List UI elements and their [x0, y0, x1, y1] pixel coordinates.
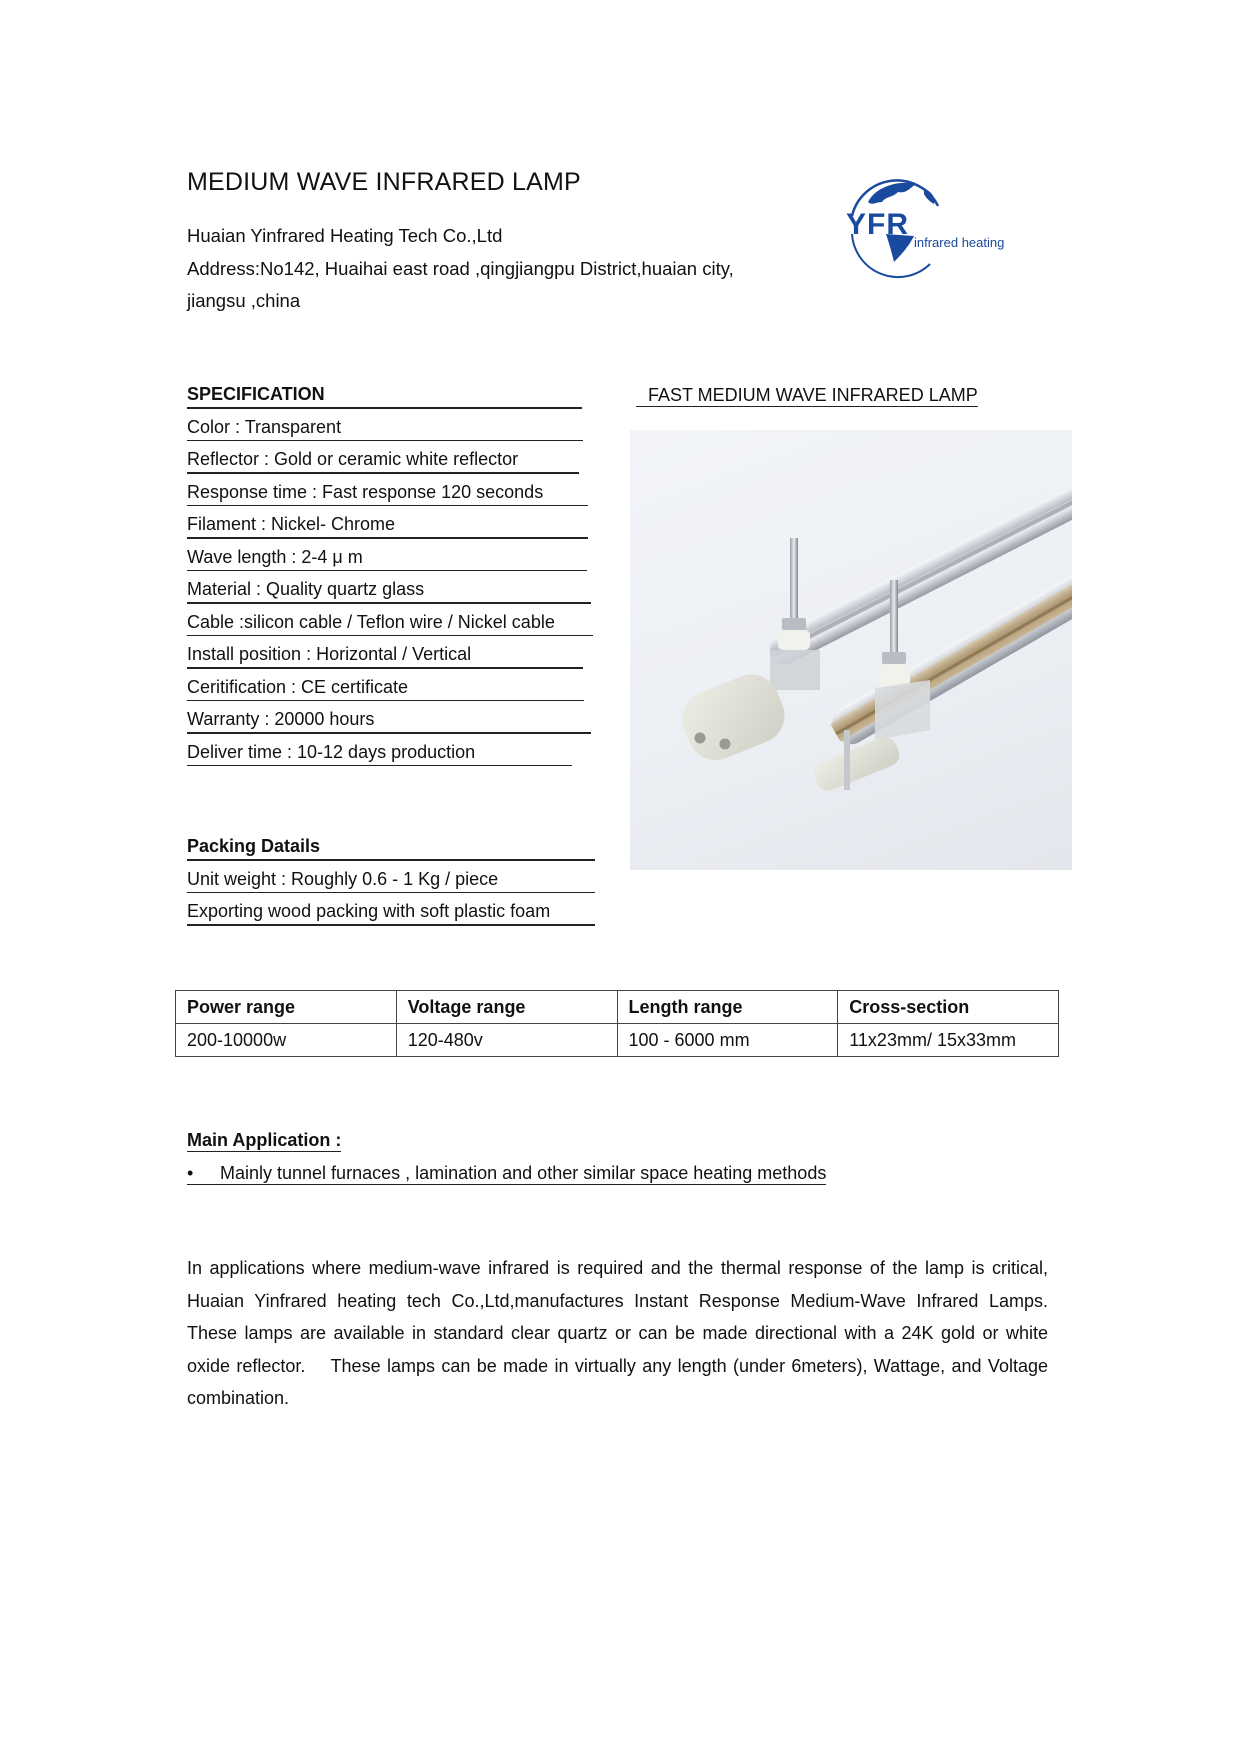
application-item-text: Mainly tunnel furnaces , lamination and other similar space heating methods: [220, 1163, 827, 1183]
infrared-lamp-image-icon: [630, 430, 1072, 870]
underline: [187, 667, 583, 669]
product-image-caption-text: FAST MEDIUM WAVE INFRARED LAMP: [648, 385, 978, 405]
svg-text:YFR: YFR: [846, 208, 909, 241]
company-address-line2: jiangsu ,china: [187, 290, 301, 311]
spec-item-material: [187, 574, 597, 607]
underline: [636, 406, 978, 408]
spec-item-text: Ceritification : CE certificate: [187, 676, 409, 697]
company-address-line1: Address:No142, Huaihai east road ,qingjiangpu District,huaian city,: [187, 257, 734, 279]
packing-item-wood-packing: [187, 896, 597, 929]
spec-item-text: Install position : Horizontal / Vertical: [187, 644, 472, 664]
spec-item-text: Deliver time : 10-12 days production: [187, 741, 476, 762]
underline: [187, 440, 583, 442]
cell-power-range: 200-10000w: [176, 1024, 397, 1057]
product-image-caption: [636, 380, 978, 410]
packing-item-weight: [187, 864, 597, 897]
spec-item-text: Filament : Nickel- Chrome: [187, 514, 396, 534]
cell-cross-section: 11x23mm/ 15x33mm: [838, 1024, 1059, 1057]
application-item: [187, 1158, 826, 1188]
spec-item-filament: [187, 509, 597, 542]
table-row: [176, 1024, 1059, 1057]
svg-text:infrared heating: infrared heating: [914, 235, 1005, 250]
underline: [187, 924, 595, 926]
spec-item-text: Material : Quality quartz glass: [187, 579, 425, 599]
company-name: Huaian Yinfrared Heating Tech Co.,Ltd: [187, 225, 503, 246]
underline: [187, 765, 572, 767]
underline: [187, 505, 588, 507]
range-table-header-row: [176, 991, 1059, 1024]
packing-item-text: Exporting wood packing with soft plastic foam: [187, 901, 551, 921]
header-cross-section: Cross-section: [838, 991, 1059, 1024]
packing-heading: [187, 831, 597, 864]
spec-item-response-time: [187, 477, 597, 510]
description-paragraph: In applications where medium-wave infrared is required and the thermal response of the lamp is critical, Huaian Yinfrared heating tech Co.,Ltd,manufactures Instant Response Medium-Wave Infrared Lamps. These lamps are available in standard clear quartz or can be made directional with a 24K gold or white oxide reflector. These lamps can be made in virtually any length (under 6meters), Wattage, and Voltage combination.: [187, 1258, 1048, 1408]
header-power-range: Power range: [176, 991, 397, 1024]
cell-length-range: 100 - 6000 mm: [617, 1024, 838, 1057]
cell-voltage-range: 120-480v: [396, 1024, 617, 1057]
underline: [187, 859, 595, 861]
main-application-heading-text: Main Application :: [187, 1130, 342, 1150]
spec-item-certification: [187, 672, 597, 705]
spec-item-text: Response time : Fast response 120 seconds: [187, 481, 544, 502]
spec-item-deliver-time: [187, 737, 597, 770]
spec-item-text: Reflector : Gold or ceramic white reflector: [187, 449, 519, 469]
spec-item-text: Warranty : 20000 hours: [187, 709, 375, 729]
spec-item-reflector: [187, 444, 597, 477]
spec-item-text: Wave length : 2-4 μ m: [187, 546, 363, 567]
document-title: MEDIUM WAVE INFRARED LAMP: [187, 168, 581, 196]
underline: [187, 635, 593, 637]
spec-item-cable: [187, 607, 597, 640]
yfr-logo: [830, 172, 1010, 280]
underline: [187, 1184, 826, 1186]
header-voltage-range: Voltage range: [396, 991, 617, 1024]
product-photo: [630, 430, 1072, 870]
packing-heading-text: Packing Datails: [187, 836, 321, 856]
underline: [187, 407, 582, 409]
underline: [187, 570, 587, 572]
spec-item-wave-length: [187, 542, 597, 575]
specification-heading: [187, 379, 597, 412]
underline: [187, 700, 584, 702]
underline: [187, 537, 588, 539]
underline: [187, 1151, 341, 1153]
header-length-range: Length range: [617, 991, 838, 1024]
spec-item-warranty: [187, 704, 597, 737]
main-application: [187, 1125, 826, 1188]
main-application-heading: [187, 1125, 341, 1155]
company-info: [187, 220, 734, 318]
specification-list: [187, 379, 597, 769]
globe-logo-icon: [830, 172, 1010, 280]
spec-item-color: [187, 412, 597, 445]
spec-item-text: Cable :silicon cable / Teflon wire / Nickel cable: [187, 611, 555, 632]
packing-details: [187, 831, 597, 929]
underline: [187, 732, 591, 734]
spec-item-install-position: [187, 639, 597, 672]
spec-item-text: Color : Transparent: [187, 416, 342, 437]
underline: [187, 472, 579, 474]
specification-heading-text: SPECIFICATION: [187, 384, 325, 404]
range-table: [175, 990, 1059, 1057]
underline: [187, 892, 595, 894]
bullet-icon: •: [187, 1163, 194, 1183]
underline: [187, 602, 591, 604]
packing-item-text: Unit weight : Roughly 0.6 - 1 Kg / piece: [187, 868, 499, 889]
